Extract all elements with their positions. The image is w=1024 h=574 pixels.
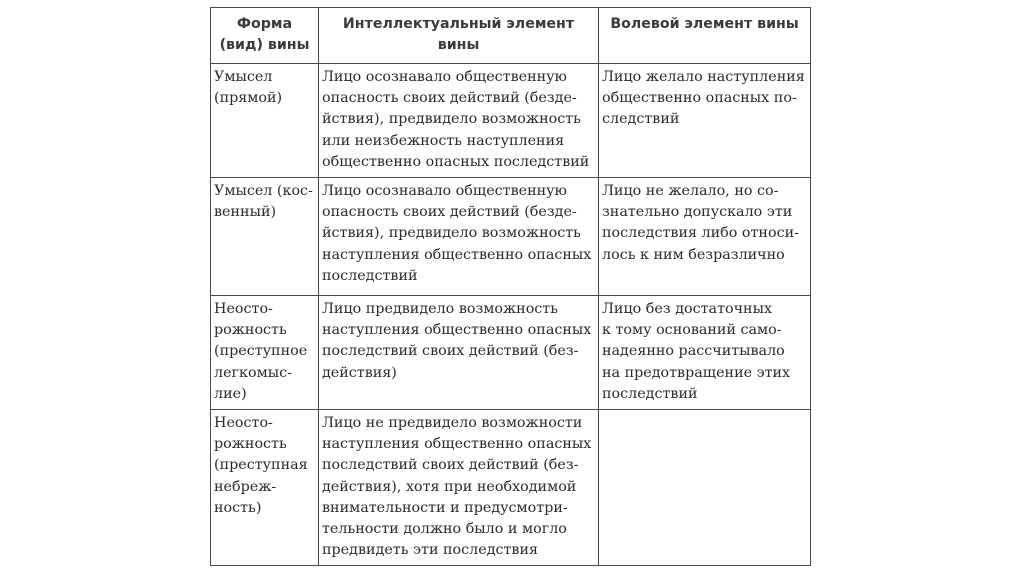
- guilt-forms-table: [210, 7, 811, 566]
- cell-volitional: Лицо без достаточных к тому оснований само- надеянно рассчитывало на предотвращение этих последствий: [599, 296, 811, 410]
- header-volitional-element: Волевой элемент вины: [599, 8, 811, 64]
- cell-volitional: [599, 410, 811, 566]
- cell-intellectual: Лицо не предвидело возможности наступления общественно опасных последствий своих действий (без- действия), хотя при необходимой внимательности и предусмотри- тельности должно было и могло предвидеть эти последствия: [319, 410, 599, 566]
- cell-volitional: Лицо желало наступления общественно опасных по- следствий: [599, 64, 811, 178]
- table-row: [211, 64, 811, 178]
- cell-form: Умысел (кос- венный): [211, 178, 319, 296]
- cell-intellectual: Лицо осознавало общественную опасность своих действий (безде- йствия), предвидело возможность наступления общественно опасных последствий: [319, 178, 599, 296]
- table-row: [211, 410, 811, 566]
- table-header-row: [211, 8, 811, 64]
- cell-intellectual: Лицо осознавало общественную опасность своих действий (безде- йствия), предвидело возможность или неизбежность наступления общественно опасных последствий: [319, 64, 599, 178]
- table-row: [211, 178, 811, 296]
- header-form: Форма (вид) вины: [211, 8, 319, 64]
- cell-volitional: Лицо не желало, но со- знательно допускало эти последствия либо относи- лось к ним безразлично: [599, 178, 811, 296]
- cell-form: Неосто- рожность (преступное легкомыс- лие): [211, 296, 319, 410]
- header-intellectual-element: Интеллектуальный элемент вины: [319, 8, 599, 64]
- cell-form: Неосто- рожность (преступная небреж- ность): [211, 410, 319, 566]
- cell-intellectual: Лицо предвидело возможность наступления общественно опасных последствий своих действий (без- действия): [319, 296, 599, 410]
- table-row: [211, 296, 811, 410]
- cell-form: Умысел (прямой): [211, 64, 319, 178]
